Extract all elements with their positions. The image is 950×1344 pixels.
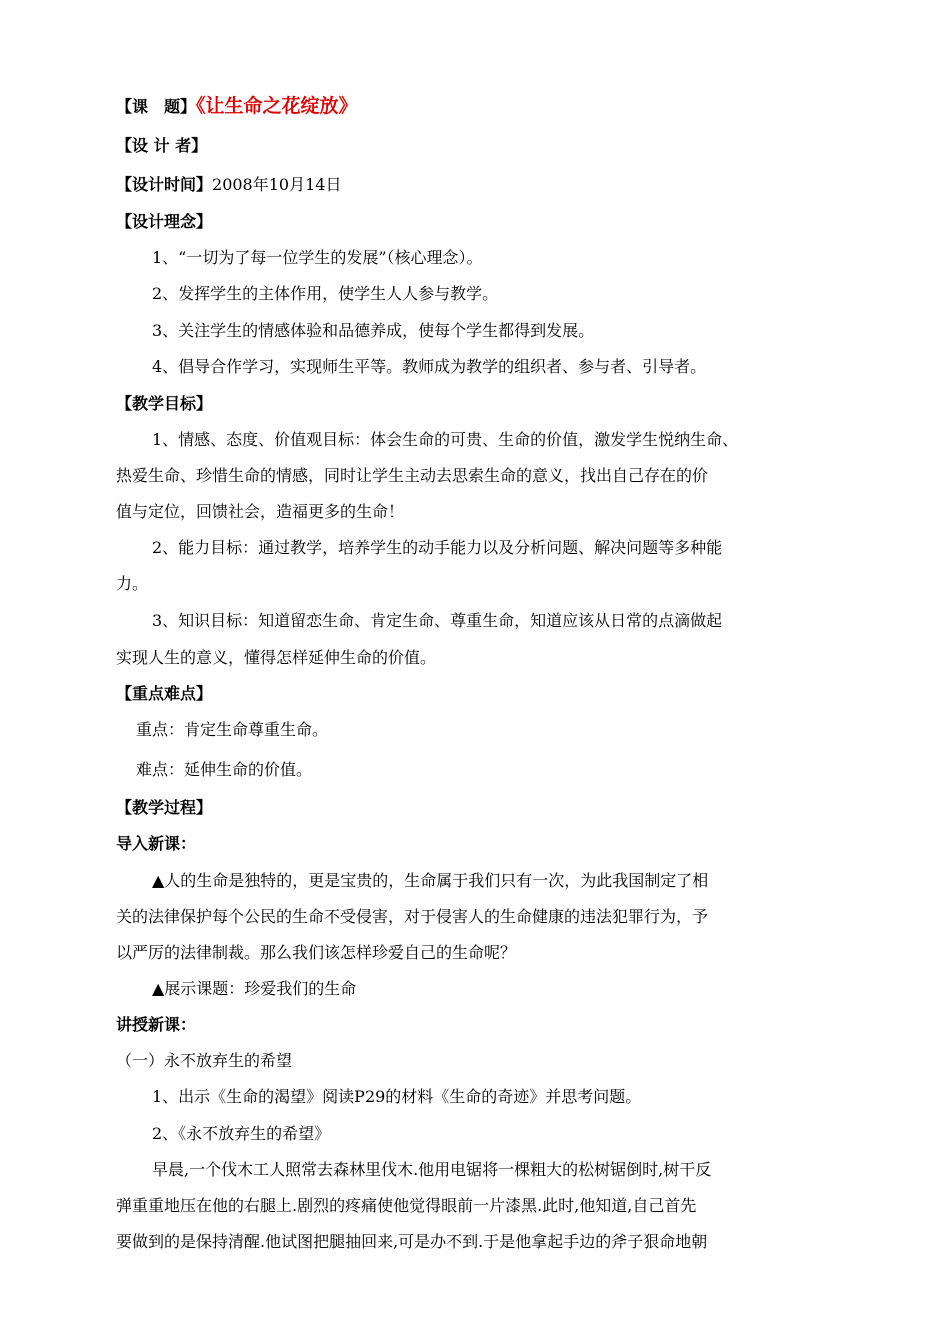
title-line <box>116 96 358 117</box>
designer-label: 【设 计 者】 <box>116 136 208 155</box>
section-item: 1、出示《生命的渴望》阅读P29的材料《生命的奇迹》并思考问题。 <box>152 1087 642 1106</box>
goal-line: 1、情感、态度、价值观目标：体会生命的可贵、生命的价值，激发学生悦纳生命、 <box>152 430 739 449</box>
intro-line: ▲人的生命是独特的，更是宝贵的，生命属于我们只有一次，为此我国制定了相 <box>152 871 709 890</box>
keypoints-heading: 【重点难点】 <box>116 684 213 703</box>
goal-line: 力。 <box>116 574 149 593</box>
title-label: 【课 题】 <box>116 97 197 116</box>
concept-item: 3、关注学生的情感体验和品德养成，使每个学生都得到发展。 <box>152 321 595 340</box>
key-point: 重点：肯定生命尊重生命。 <box>136 720 329 739</box>
goal-line: 2、能力目标：通过教学，培养学生的动手能力以及分析问题、解决问题等多种能 <box>152 538 723 557</box>
process-heading: 【教学过程】 <box>116 798 213 817</box>
section-heading: （一）永不放弃生的希望 <box>116 1051 293 1070</box>
intro-heading: 导入新课： <box>116 834 197 853</box>
design-time-value: 2008年10月14日 <box>212 175 342 194</box>
concept-item: 1、“一切为了每一位学生的发展”（核心理念）。 <box>152 248 483 267</box>
lesson-title: 《让生命之花绽放》 <box>196 95 358 117</box>
concept-heading: 【设计理念】 <box>116 212 213 231</box>
story-line: 弹重重地压在他的右腿上.剧烈的疼痛使他觉得眼前一片漆黑.此时,他知道,自己首先 <box>116 1196 697 1215</box>
goal-line: 热爱生命、珍惜生命的情感，同时让学生主动去思索生命的意义，找出自己存在的价 <box>116 466 709 485</box>
goal-line: 3、知识目标：知道留恋生命、肯定生命、尊重生命，知道应该从日常的点滴做起 <box>152 611 723 630</box>
intro-line: 关的法律保护每个公民的生命不受侵害，对于侵害人的生命健康的违法犯罪行为，予 <box>116 907 709 926</box>
difficult-point: 难点：延伸生命的价值。 <box>136 760 313 779</box>
teach-heading: 讲授新课： <box>116 1015 197 1034</box>
goal-line: 实现人生的意义，懂得怎样延伸生命的价值。 <box>116 648 437 667</box>
goal-line: 值与定位，回馈社会，造福更多的生命！ <box>116 502 405 521</box>
story-line: 要做到的是保持清醒.他试图把腿抽回来,可是办不到.于是他拿起手边的斧子狠命地朝 <box>116 1232 708 1251</box>
concept-item: 2、发挥学生的主体作用，使学生人人参与教学。 <box>152 284 499 303</box>
intro-line: 以严厉的法律制裁。那么我们该怎样珍爱自己的生命呢？ <box>116 943 517 962</box>
intro-line: ▲展示课题：珍爱我们的生命 <box>152 979 357 998</box>
concept-item: 4、倡导合作学习，实现师生平等。教师成为教学的组织者、参与者、引导者。 <box>152 357 707 376</box>
goals-heading: 【教学目标】 <box>116 394 213 413</box>
story-line: 早晨,一个伐木工人照常去森林里伐木.他用电锯将一棵粗大的松树锯倒时,树干反 <box>152 1160 712 1179</box>
section-item: 2、《永不放弃生的希望》 <box>152 1124 331 1143</box>
design-time-line <box>116 175 341 195</box>
design-time-label: 【设计时间】 <box>116 175 213 194</box>
